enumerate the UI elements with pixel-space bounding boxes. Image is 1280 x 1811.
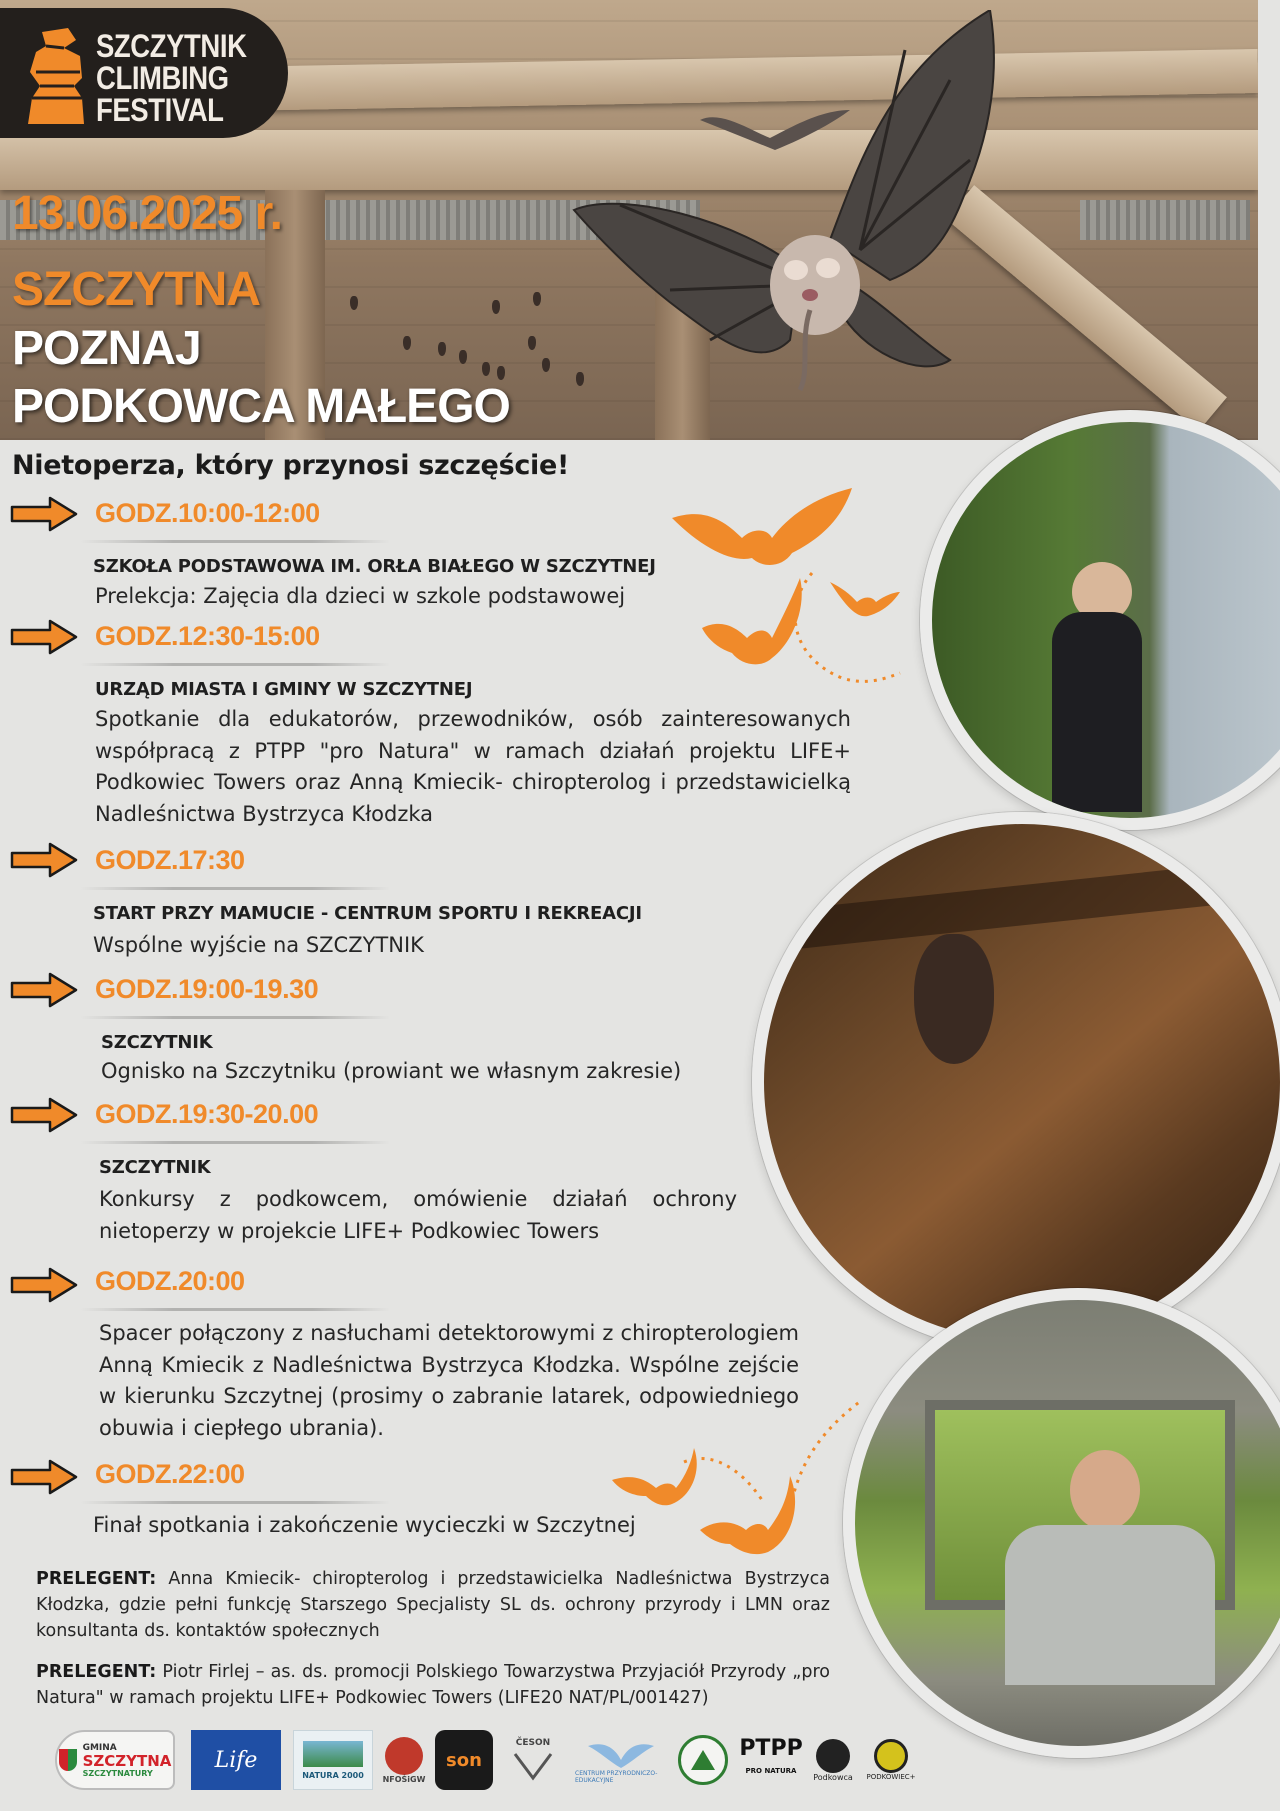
photo-climber-on-tower	[920, 410, 1280, 830]
son-logo	[435, 1730, 493, 1790]
gmina-sub: SZCZYTNATURY	[82, 1768, 153, 1778]
coat-of-arms-icon	[59, 1749, 77, 1771]
prelegent-label: PRELEGENT:	[36, 1662, 157, 1682]
schedule-place: URZĄD MIASTA I GMINY W SZCZYTNEJ	[95, 679, 473, 700]
podkowiec-text: PODKOWIEC+	[866, 1773, 916, 1781]
lasy-panstwowe-logo	[675, 1730, 731, 1790]
schedule-description: Finał spotkania i zakończenie wycieczki w Szczytnej	[93, 1513, 636, 1537]
ptpp-sub: PRO NATURA	[745, 1767, 797, 1775]
schedule-description: Konkursy z podkowcem, omówienie działań ochrony nietoperzy w projekcie LIFE+ Podkowiec Towers	[99, 1187, 737, 1243]
event-date: 13.06.2025 r.	[12, 187, 282, 240]
ceson-bird-icon	[513, 1748, 553, 1782]
podkowiec-emblem-icon	[874, 1739, 908, 1773]
schedule-description: Prelekcja: Zajęcia dla dzieci w szkole podstawowej	[95, 584, 626, 608]
divider	[80, 1016, 390, 1019]
centrum-bat-icon	[586, 1736, 656, 1770]
photo-person-head	[1070, 1450, 1140, 1530]
podkowca-text: Podkowca	[813, 1772, 853, 1782]
natura-text: NATURA 2000	[302, 1770, 364, 1780]
event-place: SZCZYTNA	[12, 263, 260, 316]
decorative-bats-icon	[672, 478, 902, 688]
centrum-logo	[575, 1730, 667, 1790]
nfos-text: NFOŚiGW	[382, 1774, 426, 1784]
ceson-logo	[503, 1730, 563, 1790]
tree-icon	[691, 1750, 715, 1770]
lasy-emblem-icon	[678, 1735, 728, 1785]
divider	[80, 1308, 390, 1311]
flying-bat-illustration	[560, 10, 1030, 430]
event-title-line: PODKOWCA MAŁEGO	[12, 380, 510, 433]
subtitle: Nietoperza, który przynosi szczęście!	[12, 450, 570, 481]
schedule-place: START PRZY MAMUCIE - CENTRUM SPORTU I REKREACJI	[93, 903, 642, 924]
schedule-place: SZCZYTNIK	[99, 1157, 211, 1178]
photo-person-body	[1052, 612, 1142, 812]
ceson-text: ČESON	[515, 1738, 551, 1748]
divider	[80, 540, 390, 543]
prelegent-note	[36, 1659, 830, 1711]
schedule-description: Spotkanie dla edukatorów, przewodników, osób zainteresowanych współpracą z PTPP "pro Natura" w ramach działań projektu LIFE+ Podkowiec Towers oraz Anną Kmiecik- chiropterolog i przedstawicielką Nadleśnictwa Bystrzyca Kłodzka	[95, 707, 851, 826]
logo-line: SZCZYTNIK	[96, 28, 247, 64]
natura-emblem-icon	[303, 1741, 363, 1767]
schedule-time: GODZ.10:00-12:00	[95, 498, 320, 528]
schedule-time: GODZ.20:00	[95, 1266, 245, 1296]
nfos-emblem-icon	[385, 1737, 423, 1775]
arrow-right-icon	[10, 1267, 78, 1303]
arrow-right-icon	[10, 619, 78, 655]
hanging-bat	[528, 336, 536, 350]
nfosigw-logo	[381, 1730, 427, 1790]
photo-bat	[914, 934, 994, 1064]
centrum-text: CENTRUM PRZYRODNICZO-EDUKACYJNE	[575, 1770, 658, 1784]
ptpp-pro-natura-logo	[741, 1730, 801, 1790]
event-title-line: POZNAJ	[12, 322, 201, 375]
schedule-time: GODZ.12:30-15:00	[95, 621, 320, 651]
festival-logo	[0, 8, 288, 138]
hero-banner	[0, 0, 1258, 440]
schedule-description: Ognisko na Szczytniku (prowiant we własnym zakresie)	[101, 1059, 682, 1083]
schedule-time: GODZ.17:30	[95, 845, 245, 875]
gmina-szczytna-logo	[55, 1730, 175, 1790]
eu-life-text: Life	[214, 1747, 258, 1773]
rock-logo-icon	[24, 26, 88, 126]
schedule-place: SZCZYTNIK	[101, 1032, 213, 1053]
gmina-text	[83, 1743, 172, 1778]
event-title	[12, 320, 510, 436]
hanging-bat	[492, 300, 500, 314]
gmina-name: SZCZYTNA	[82, 1751, 172, 1770]
divider	[80, 663, 390, 666]
hanging-bat	[542, 358, 550, 372]
schedule-time: GODZ.19:00-19.30	[95, 974, 319, 1004]
eu-life-logo	[191, 1730, 281, 1790]
podkowiec-towers-logo	[867, 1730, 915, 1790]
natura-2000-logo	[293, 1730, 373, 1790]
vent-slats	[1080, 200, 1250, 240]
arrow-right-icon	[10, 842, 78, 878]
prelegent-text: Piotr Firlej – as. ds. promocji Polskiego Towarzystwa Przyjaciół Przyrody „pro Natura" w ramach projektu LIFE+ Podkowiec Towers (LIFE20 NAT/PL/001427)	[36, 1662, 830, 1708]
prelegent-label: PRELEGENT:	[36, 1569, 157, 1589]
photo-man-in-window	[843, 1288, 1280, 1758]
podkowca-emblem-icon	[816, 1739, 850, 1773]
gmina-top: GMINA	[82, 1742, 117, 1753]
schedule-description: Spacer połączony z nasłuchami detektorowymi z chiropterologiem Anną Kmiecik z Nadleśnictwa Bystrzyca Kłodzka. Wspólne zejście w kierunku Szczytnej (prosimy o zabranie latarek, odpowiedniego obuwia i ciepłego ubrania).	[99, 1321, 799, 1440]
prelegent-note	[36, 1566, 830, 1644]
photo-beam-shadow	[763, 856, 1280, 952]
prelegent-text: Anna Kmiecik- chiropterolog i przedstawicielka Nadleśnictwa Bystrzyca Kłodzka, gdzie pełni funkcję Starszego Specjalisty SL ds. ochrony przyrody i LMN oraz konsultanta ds. kontaktów społecznych	[36, 1569, 830, 1641]
divider	[80, 887, 390, 890]
schedule-time: GODZ.19:30-20.00	[95, 1099, 319, 1129]
arrow-right-icon	[10, 972, 78, 1008]
schedule-time: GODZ.22:00	[95, 1459, 245, 1489]
logo-line: FESTIVAL	[96, 92, 224, 128]
ptpp-text: PTPP	[739, 1736, 803, 1761]
photo-bat-hanging-on-beam	[752, 812, 1280, 1352]
arrow-right-icon	[10, 496, 78, 532]
divider	[80, 1501, 390, 1504]
logo-line: CLIMBING	[96, 60, 229, 96]
son-text: son	[446, 1749, 482, 1771]
divider	[80, 1141, 390, 1144]
schedule-place: SZKOŁA PODSTAWOWA IM. ORŁA BIAŁEGO W SZCZYTNEJ	[93, 556, 656, 577]
photo-person-body	[1005, 1525, 1215, 1685]
logo-wordmark	[96, 30, 271, 126]
partner-logos	[55, 1730, 915, 1794]
hanging-bat	[533, 292, 541, 306]
schedule-description: Wspólne wyjście na SZCZYTNIK	[93, 933, 424, 957]
arrow-right-icon	[10, 1097, 78, 1133]
hanging-bat	[350, 296, 358, 310]
podkowca-logo	[810, 1730, 856, 1790]
arrow-right-icon	[10, 1459, 78, 1495]
